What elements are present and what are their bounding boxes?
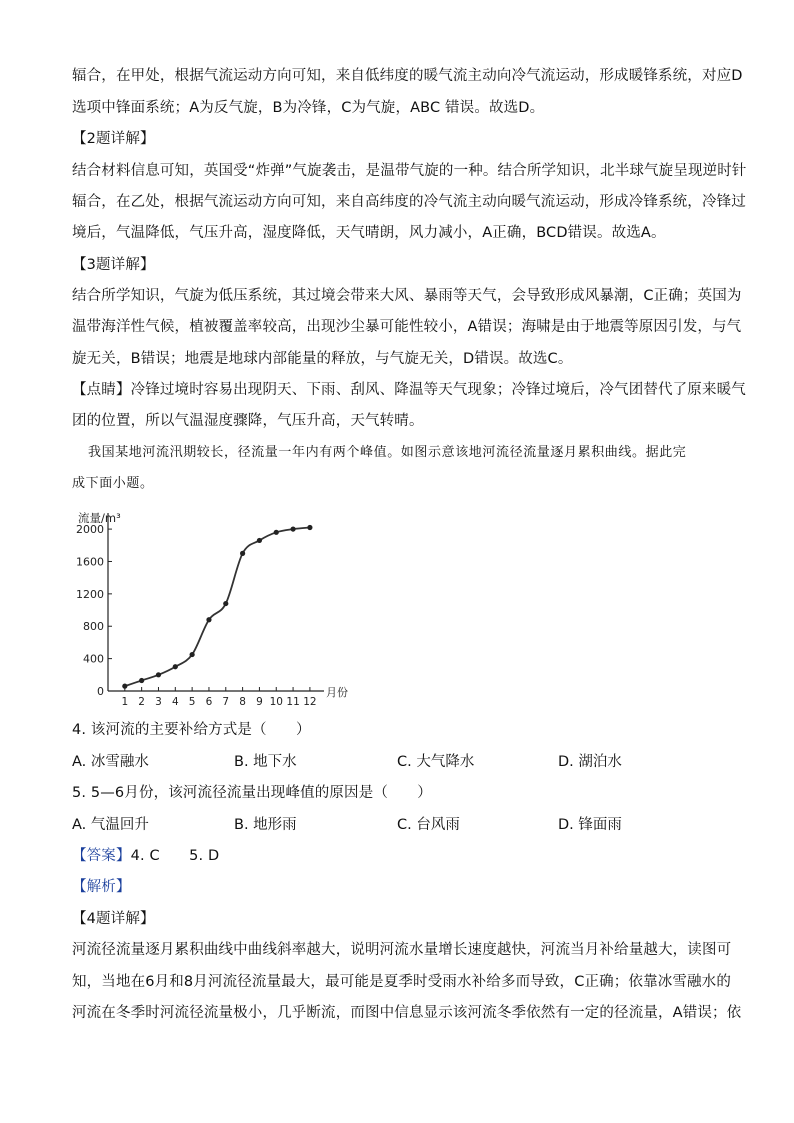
- y-tick-label: 1600: [76, 555, 104, 569]
- data-point: [274, 530, 279, 535]
- answer-line: [72, 846, 722, 866]
- data-point: [290, 526, 295, 531]
- option-d: D. 湖泊水: [558, 754, 622, 770]
- paragraph-line: 境后，气温降低，气压升高，湿度降低，天气晴朗，风力减小，A正确，BCD错误。故选A。: [72, 225, 666, 241]
- x-axis-label: 月份: [326, 686, 348, 699]
- data-point: [190, 652, 195, 657]
- y-tick-label: 1200: [76, 587, 104, 601]
- tip-line: [72, 380, 746, 400]
- analysis-label: 【解析】: [72, 879, 131, 895]
- data-point: [257, 538, 262, 543]
- question-stem: 4. 该河流的主要补给方式是（ ）: [72, 722, 311, 738]
- data-point: [122, 684, 127, 689]
- y-tick-label: 2000: [76, 523, 104, 537]
- section-heading: 【2题详解】: [72, 131, 155, 147]
- option-b: B. 地形雨: [234, 817, 297, 833]
- x-tick-label: 4: [171, 696, 179, 708]
- x-tick-label: 1: [121, 696, 129, 708]
- data-point: [307, 525, 312, 530]
- data-point: [139, 678, 144, 683]
- data-point: [223, 601, 228, 606]
- x-tick-label: 12: [303, 696, 317, 708]
- answer-label: 【答案】: [72, 848, 131, 864]
- paragraph-line: 温带海洋性气候，植被覆盖率较高，出现沙尘暴可能性较小，A错误；海啸是由于地震等原因引发，与气: [72, 319, 742, 335]
- x-tick-label: 11: [286, 696, 300, 708]
- option-a: A. 冰雪融水: [72, 754, 149, 770]
- x-tick-label: 5: [188, 696, 196, 708]
- paragraph-line: 选项中锋面系统；A为反气旋，B为冷锋，C为气旋，ABC 错误。故选D。: [72, 100, 545, 116]
- paragraph-line: 团的位置，所以气温湿度骤降，气压升高，天气转晴。: [72, 413, 424, 429]
- paragraph-line: 旋无关，B错误；地震是地球内部能量的释放，与气旋无关，D错误。故选C。: [72, 351, 573, 367]
- option-b: B. 地下水: [234, 754, 297, 770]
- paragraph-line: 知，当地在6月和8月河流径流量最大，最可能是夏季时受雨水补给多而导致，C正确；依靠冰雪融水的: [72, 974, 731, 990]
- section-heading: 【3题详解】: [72, 257, 155, 273]
- paragraph-line: 河流径流量逐月累积曲线中曲线斜率越大，说明河流水量增长速度越快，河流当月补给量越大，读图可: [72, 942, 732, 958]
- x-tick-label: 8: [239, 696, 246, 708]
- paragraph-line: 结合所学知识，气旋为低压系统，其过境会带来大风、暴雨等天气，会导致形成风暴潮，C正确；英国为: [72, 288, 742, 304]
- y-tick-label: 0: [97, 685, 104, 698]
- tip-label: 【点睛】: [72, 382, 131, 398]
- option-a: A. 气温回升: [72, 817, 149, 833]
- runoff-chart: [72, 506, 348, 708]
- option-c: C. 台风雨: [397, 817, 460, 833]
- paragraph-line: 结合材料信息可知，英国受“炸弹”气旋袭击，是温带气旋的一种。结合所学知识，北半球气旋呈现逆时针: [72, 163, 747, 179]
- answer-text: 4. C 5. D: [130, 848, 220, 864]
- x-tick-label: 10: [269, 696, 283, 708]
- question-intro: 我国某地河流汛期较长，径流量一年内有两个峰值。如图示意该地河流径流量逐月累积曲线。据此完: [88, 445, 687, 460]
- data-point: [173, 664, 178, 669]
- paragraph-line: 辐合，在甲处，根据气流运动方向可知，来自低纬度的暖气流主动向冷气流运动，形成暖锋系统，对应D: [72, 68, 743, 84]
- y-tick-label: 800: [83, 620, 104, 634]
- x-tick-label: 6: [205, 696, 213, 708]
- question-intro: 成下面小题。: [72, 476, 154, 491]
- tip-text: 冷锋过境时容易出现阴天、下雨、刮风、降温等天气现象；冷锋过境后，冷气团替代了原来暖气: [130, 382, 746, 398]
- x-tick-label: 3: [155, 696, 162, 708]
- y-tick-label: 400: [83, 652, 104, 666]
- paragraph-line: 河流在冬季时河流径流量极小，几乎断流，而图中信息显示该河流冬季依然有一定的径流量，A错误；依: [72, 1005, 742, 1021]
- question-stem: 5. 5—6月份，该河流径流量出现峰值的原因是（ ）: [72, 785, 432, 801]
- paragraph-line: 辐合，在乙处，根据气流运动方向可知，来自高纬度的冷气流主动向暖气流运动，形成冷锋系统，冷锋过: [72, 194, 746, 210]
- x-tick-label: 9: [256, 696, 263, 708]
- x-tick-label: 7: [222, 696, 230, 708]
- section-heading: 【4题详解】: [72, 911, 155, 927]
- data-point: [206, 617, 211, 622]
- y-axis-label: 流量/m³: [78, 511, 121, 525]
- data-point: [156, 672, 161, 677]
- x-tick-label: 2: [138, 696, 145, 708]
- data-point: [240, 551, 245, 556]
- option-d: D. 锋面雨: [558, 817, 622, 833]
- option-c: C. 大气降水: [397, 754, 475, 770]
- runoff-curve: [125, 527, 310, 686]
